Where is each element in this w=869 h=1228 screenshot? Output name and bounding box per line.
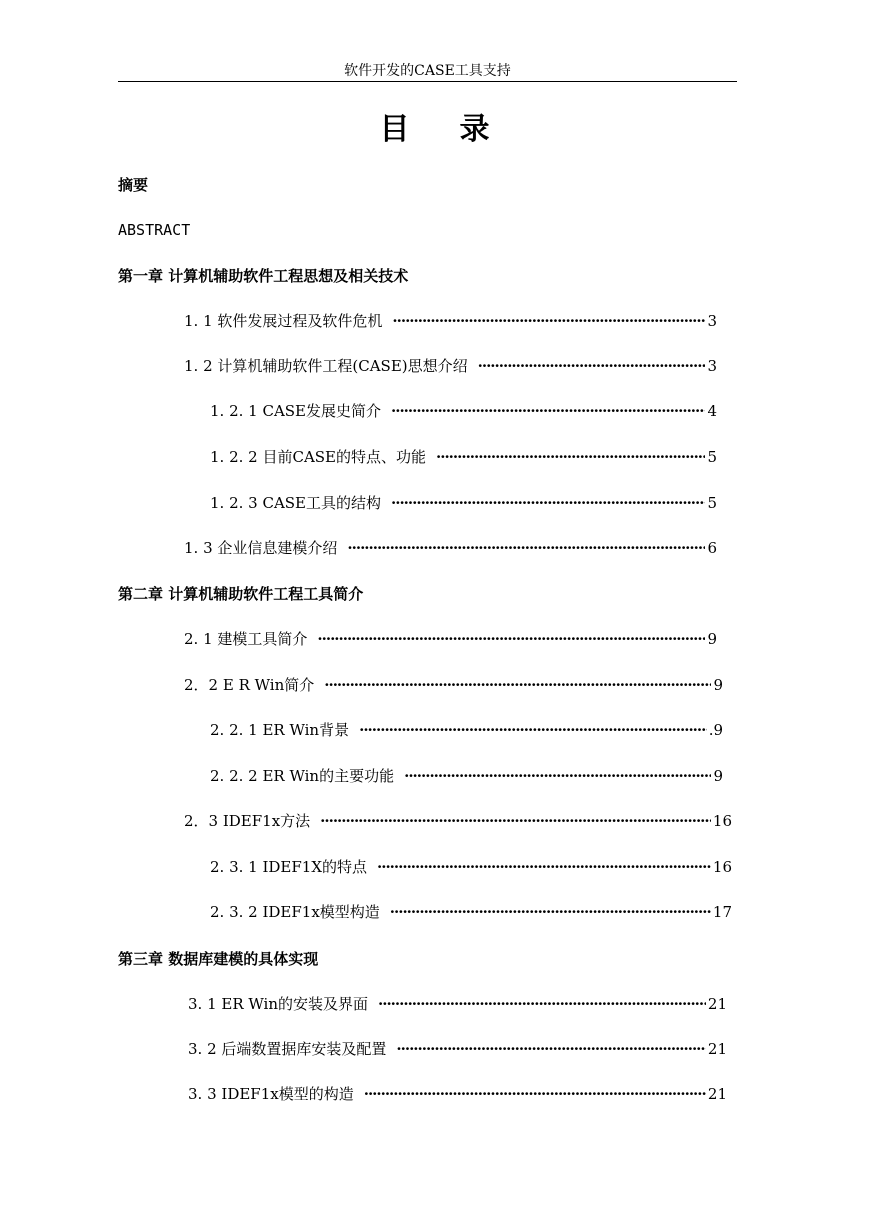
toc-entry-page: 3 xyxy=(707,312,717,330)
toc-entry-1-1[interactable] xyxy=(184,310,717,332)
toc-entry-page: 9 xyxy=(713,767,723,785)
toc-title-part1: 目 xyxy=(379,112,410,147)
toc-entry-page: 4 xyxy=(707,402,717,420)
toc-entry-2-2-2[interactable] xyxy=(210,765,723,787)
toc-entry-abstract-en[interactable] xyxy=(118,219,190,241)
toc-entry-2-2[interactable] xyxy=(184,674,723,696)
toc-entry-label: 2. 2. 2 ER Win的主要功能 xyxy=(210,767,395,785)
toc-entry-2-1[interactable] xyxy=(184,628,717,650)
toc-entry-page: 21 xyxy=(707,1040,727,1058)
toc-entry-label: 第一章 计算机辅助软件工程思想及相关技术 xyxy=(118,267,409,285)
toc-title-part2: 录 xyxy=(459,112,490,147)
header-rule xyxy=(118,81,737,82)
toc-entry-chapter-2[interactable] xyxy=(118,583,363,605)
toc-entry-2-3-2[interactable] xyxy=(210,901,732,923)
toc-entry-label: 第二章 计算机辅助软件工程工具简介 xyxy=(118,585,364,603)
dot-leader xyxy=(317,628,705,650)
toc-entry-label: ABSTRACT xyxy=(118,221,191,239)
toc-entry-label: 2．3 IDEF1x方法 xyxy=(184,812,311,830)
toc-entry-page: 16 xyxy=(712,812,732,830)
dot-leader xyxy=(320,810,711,832)
toc-entry-label: 1. 2. 1 CASE发展史简介 xyxy=(210,402,382,420)
dot-leader xyxy=(478,355,706,377)
toc-entry-page: .9 xyxy=(708,721,723,739)
dot-leader xyxy=(359,719,707,741)
running-header: 软件开发的CASE工具支持 xyxy=(344,63,511,79)
toc-entry-label: 1. 2. 2 目前CASE的特点、功能 xyxy=(210,448,427,466)
toc-entry-label: 2．2 E R Win简介 xyxy=(184,676,315,694)
toc-entry-page: 9 xyxy=(707,630,717,648)
toc-entry-label: 3. 2 后端数置据库安装及配置 xyxy=(188,1040,387,1058)
dot-leader xyxy=(364,1083,706,1105)
toc-entry-3-1[interactable] xyxy=(188,993,727,1015)
toc-entry-2-3[interactable] xyxy=(184,810,732,832)
toc-entry-1-2-2[interactable] xyxy=(210,446,717,468)
dot-leader xyxy=(392,310,705,332)
toc-entry-page: 17 xyxy=(712,903,732,921)
toc-entry-page: 6 xyxy=(707,539,717,557)
toc-entry-3-3[interactable] xyxy=(188,1083,727,1105)
toc-entry-page: 5 xyxy=(707,494,717,512)
toc-entry-chapter-3[interactable] xyxy=(118,948,318,970)
toc-entry-label: 2. 3. 1 IDEF1X的特点 xyxy=(210,858,368,876)
toc-entry-2-2-1[interactable] xyxy=(210,719,723,741)
toc-entry-1-2-1[interactable] xyxy=(210,400,717,422)
toc-entry-abstract-cn[interactable] xyxy=(118,174,148,196)
toc-entry-2-3-1[interactable] xyxy=(210,856,732,878)
toc-entry-chapter-1[interactable] xyxy=(118,265,408,287)
toc-entry-page: 5 xyxy=(707,448,717,466)
toc-entry-3-2[interactable] xyxy=(188,1038,727,1060)
toc-entry-1-2-3[interactable] xyxy=(210,492,717,514)
dot-leader xyxy=(377,856,711,878)
toc-entry-label: 3. 3 IDEF1x模型的构造 xyxy=(188,1085,354,1103)
dot-leader xyxy=(396,1038,706,1060)
toc-entry-label: 1. 1 软件发展过程及软件危机 xyxy=(184,312,383,330)
toc-entry-label: 1. 3 企业信息建模介绍 xyxy=(184,539,338,557)
dot-leader xyxy=(347,537,705,559)
dot-leader xyxy=(378,993,706,1015)
dot-leader xyxy=(324,674,711,696)
dot-leader xyxy=(436,446,705,468)
toc-entry-label: 1. 2. 3 CASE工具的结构 xyxy=(210,494,382,512)
toc-entry-page: 3 xyxy=(707,357,717,375)
toc-entry-label: 1. 2 计算机辅助软件工程(CASE)思想介绍 xyxy=(184,357,468,375)
toc-entry-page: 21 xyxy=(707,1085,727,1103)
toc-entry-label: 3. 1 ER Win的安装及界面 xyxy=(188,995,369,1013)
dot-leader xyxy=(391,400,705,422)
toc-entry-page: 9 xyxy=(713,676,723,694)
toc-entry-1-3[interactable] xyxy=(184,537,717,559)
toc-title xyxy=(0,110,869,150)
toc-entry-label: 2. 1 建模工具简介 xyxy=(184,630,308,648)
toc-entry-page: 21 xyxy=(707,995,727,1013)
dot-leader xyxy=(404,765,711,787)
toc-entry-page: 16 xyxy=(712,858,732,876)
dot-leader xyxy=(390,901,711,923)
toc-entry-label: 第三章 数据库建模的具体实现 xyxy=(118,950,319,968)
toc-entry-label: 2. 2. 1 ER Win背景 xyxy=(210,721,350,739)
toc-entry-label: 摘要 xyxy=(118,176,149,194)
toc-entry-1-2[interactable] xyxy=(184,355,717,377)
toc-entry-label: 2. 3. 2 IDEF1x模型构造 xyxy=(210,903,380,921)
dot-leader xyxy=(391,492,705,514)
